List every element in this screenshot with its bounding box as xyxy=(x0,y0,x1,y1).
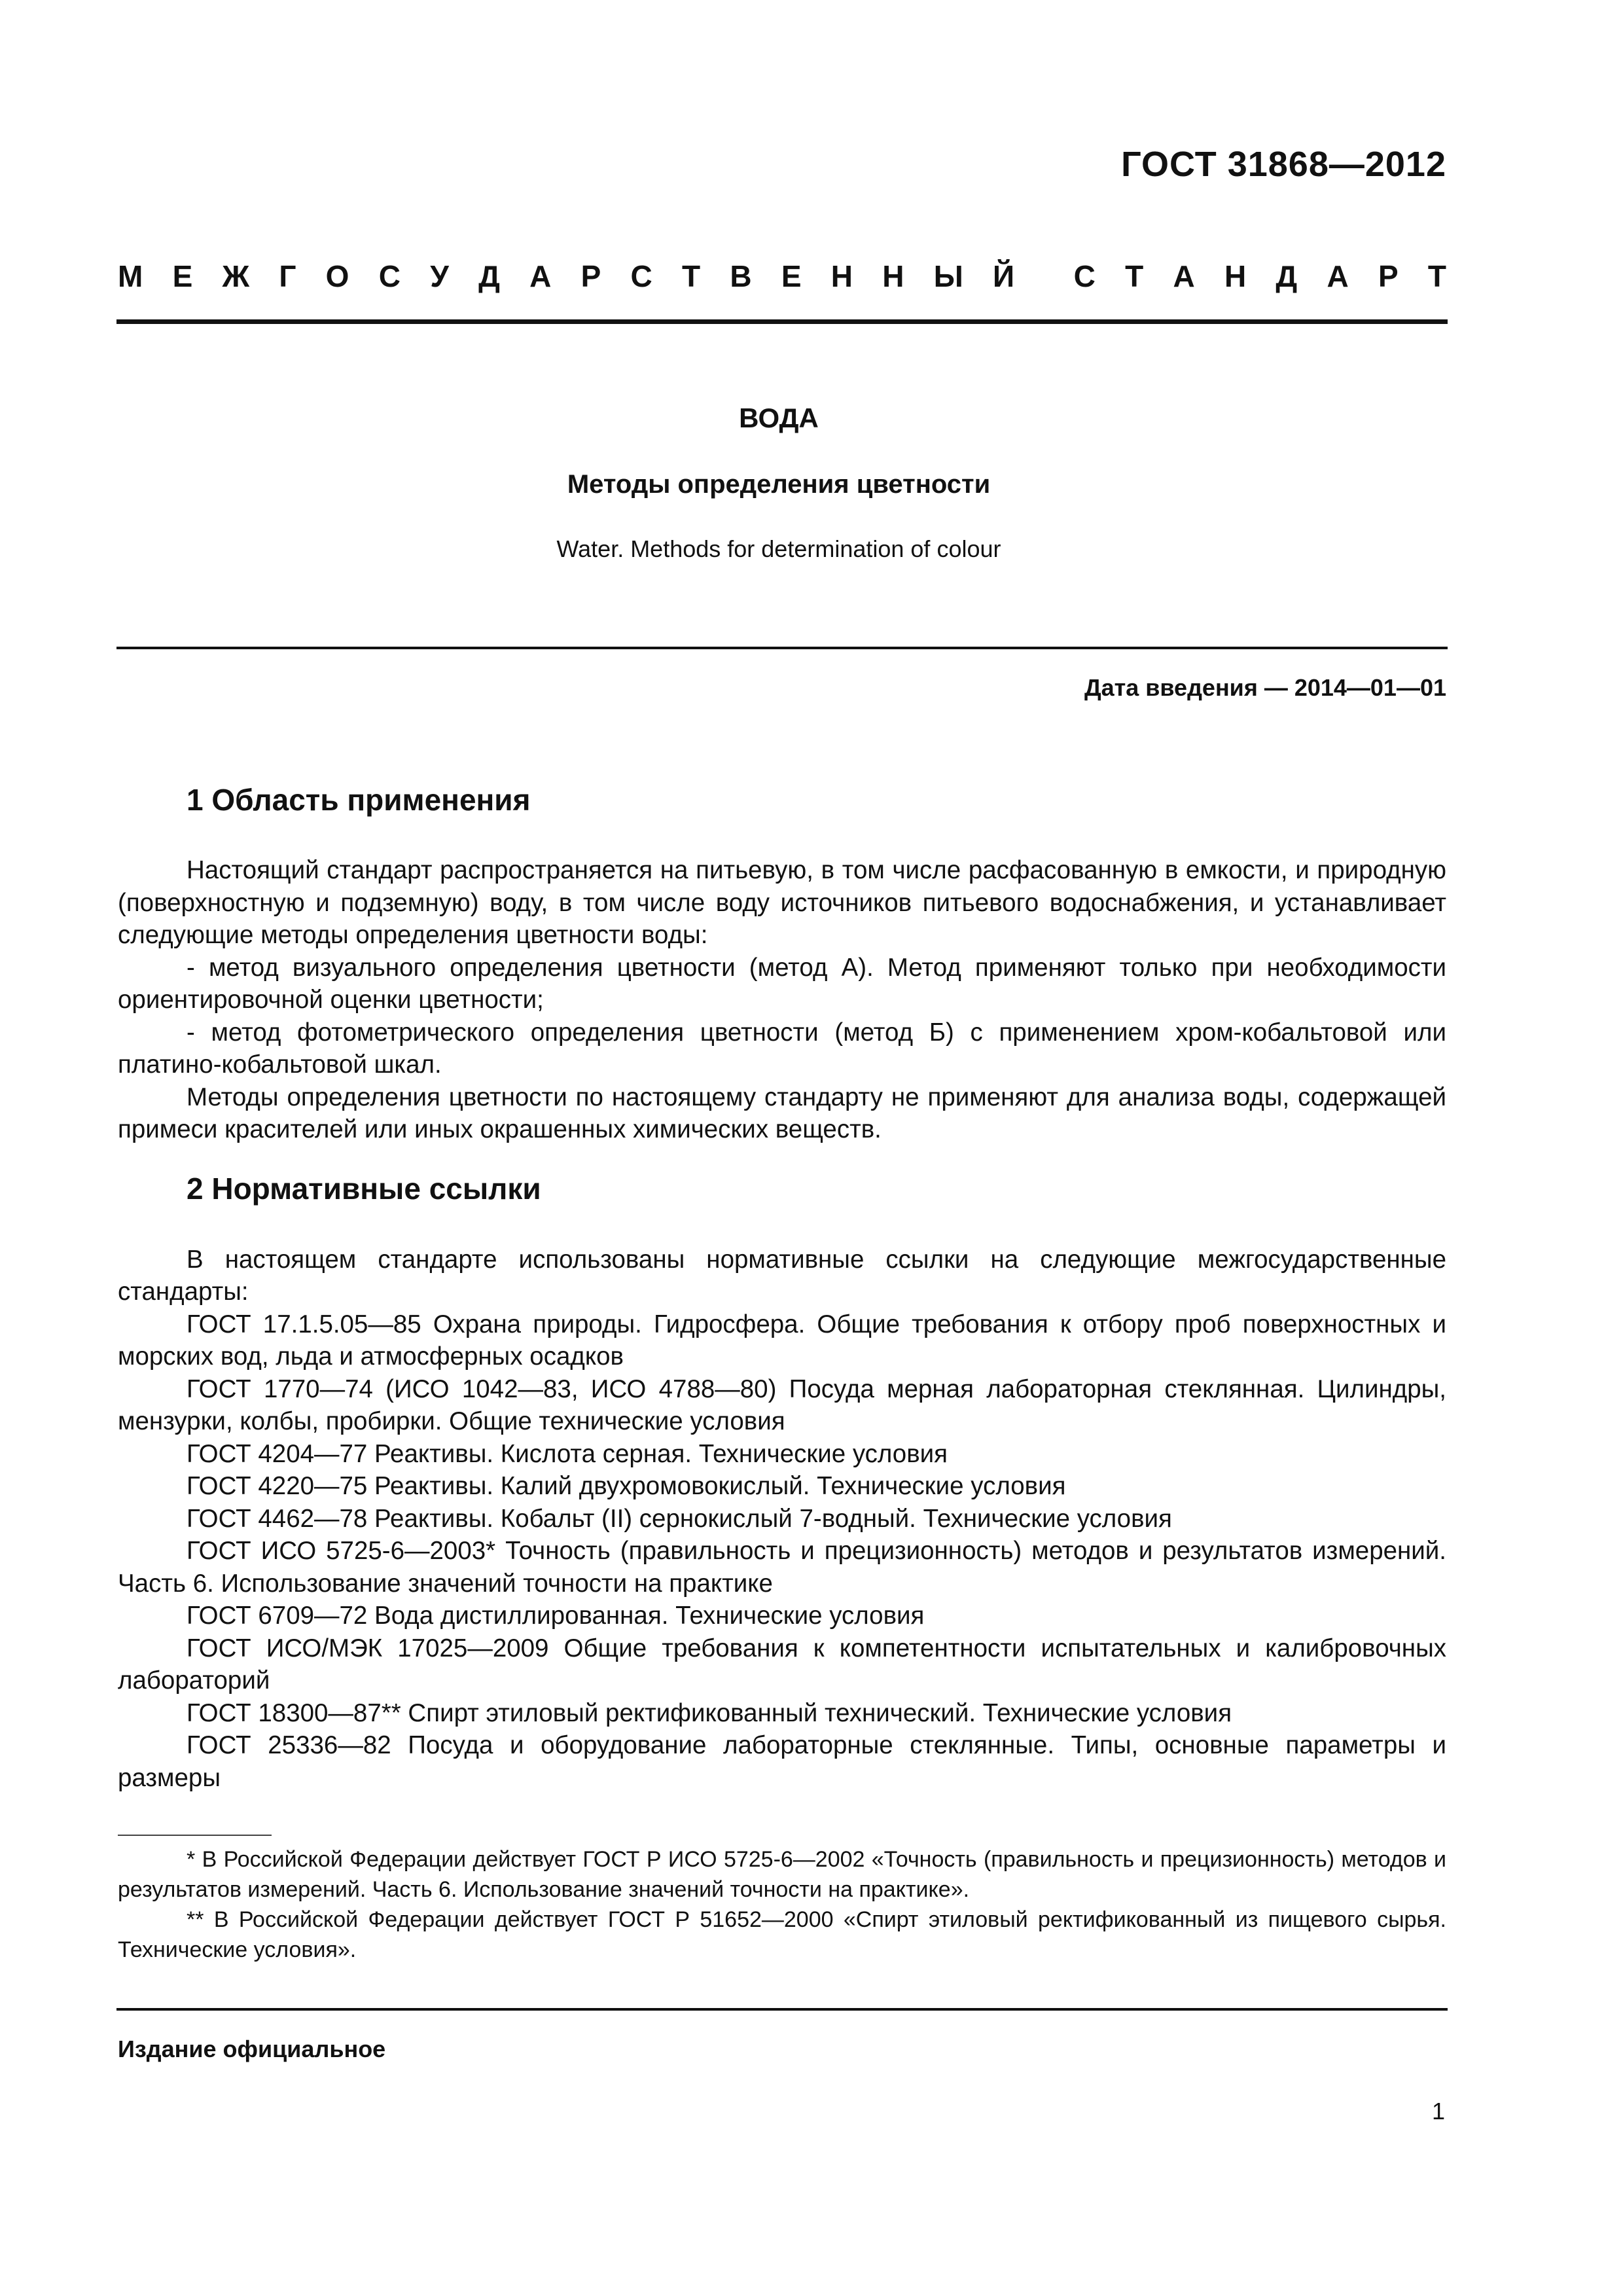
standard-kind-letter: Р xyxy=(1378,259,1399,293)
title-divider xyxy=(116,647,1448,649)
section-paragraph: В настоящем стандарте использованы нормативные ссылки на следующие межгосударственные стандарты: xyxy=(118,1245,1446,1306)
introduction-date: Дата введения — 2014—01—01 xyxy=(1084,674,1446,701)
standard-kind-letter: Н xyxy=(1224,259,1247,293)
section-paragraph: Методы определения цветности по настоящему стандарту не применяют для анализа воды, содержащей примеси красителей или иных окрашенных химических веществ. xyxy=(118,1083,1446,1144)
standard-kind-letter: Д xyxy=(478,259,500,293)
standard-kind-letter: Т xyxy=(682,259,701,293)
standard-kind-letter: С xyxy=(378,259,401,293)
standard-kind-letter: Т xyxy=(1125,259,1144,293)
reference-item: ГОСТ 17.1.5.05—85 Охрана природы. Гидросфера. Общие требования к отбору проб поверхностных и морских вод, льда и атмосферных осадков xyxy=(118,1310,1446,1371)
standard-kind-letter: Е xyxy=(172,259,193,293)
header-divider xyxy=(116,319,1448,324)
document-title: ВОДА xyxy=(739,403,819,433)
standard-kind-letter: Н xyxy=(830,259,853,293)
section-paragraph: - метод фотометрического определения цветности (метод Б) с применением хром-кобальтовой или платино-кобальтовой шкал. xyxy=(118,1018,1446,1079)
reference-item: ГОСТ 1770—74 (ИСО 1042—83, ИСО 4788—80) Посуда мерная лабораторная стеклянная. Цилиндры, мензурки, колбы, пробирки. Общие технические условия xyxy=(118,1374,1446,1436)
standard-kind-letter: С xyxy=(630,259,652,293)
page-number: 1 xyxy=(1431,2098,1445,2125)
standard-kind-letter: М xyxy=(118,259,143,293)
standard-kind-letter: А xyxy=(1327,259,1349,293)
reference-item: ГОСТ 4462—78 Реактивы. Кобальт (II) сернокислый 7-водный. Технические условия xyxy=(187,1504,1172,1533)
section-heading: 1 Область применения xyxy=(187,783,531,817)
footer-divider xyxy=(116,2008,1448,2011)
footnotes xyxy=(118,1844,1446,1965)
section-heading: 2 Нормативные ссылки xyxy=(187,1171,541,1206)
edition-label: Издание официальное xyxy=(118,2036,386,2062)
reference-item: ГОСТ 6709—72 Вода дистиллированная. Технические условия xyxy=(187,1602,925,1630)
standard-kind-letter: Г xyxy=(279,259,296,293)
reference-item: ГОСТ ИСО 5725-6—2003* Точность (правильность и прецизионность) методов и результатов измерений. Часть 6. Использование значений точности на практике xyxy=(118,1537,1446,1598)
section-paragraph: - метод визуального определения цветности (метод А). Метод применяют только при необходимости ориентировочной оценки цветности; xyxy=(118,953,1446,1014)
reference-item: ГОСТ 4204—77 Реактивы. Кислота серная. Технические условия xyxy=(187,1439,948,1468)
section-paragraph: Настоящий стандарт распространяется на питьевую, в том числе расфасованную в емкости, и природную (поверхностную и подземную) воду, в том числе воду источников питьевого водоснабжения, и устанавливает следующие методы определения цветности воды: xyxy=(118,856,1446,950)
standard-kind-letter: Ж xyxy=(222,259,250,293)
standard-kind-letter: Р xyxy=(580,259,601,293)
document-body xyxy=(118,782,1446,1794)
reference-item: ГОСТ 4220—75 Реактивы. Калий двухромовокислый. Технические условия xyxy=(187,1472,1066,1501)
standard-kind-letter: У xyxy=(430,259,449,293)
standard-kind-letter: С xyxy=(1073,259,1096,293)
standard-kind-heading xyxy=(118,259,1446,294)
standard-kind-letter: Й xyxy=(993,259,1015,293)
standard-kind-letter: В xyxy=(730,259,752,293)
reference-item: ГОСТ 18300—87** Спирт этиловый ректификованный технический. Технические условия xyxy=(187,1698,1232,1727)
standard-kind-letter: Н xyxy=(882,259,904,293)
standard-kind-letter: Т xyxy=(1427,259,1446,293)
footnote-divider xyxy=(118,1835,272,1836)
standard-kind-letter: Д xyxy=(1275,259,1298,293)
document-number: ГОСТ 31868—2012 xyxy=(1121,145,1446,184)
standard-kind-letter: Ы xyxy=(933,259,963,293)
reference-item: ГОСТ 25336—82 Посуда и оборудование лабораторные стеклянные. Типы, основные параметры и размеры xyxy=(118,1731,1446,1792)
standard-kind-letter: А xyxy=(529,259,552,293)
document-subtitle: Методы определения цветности xyxy=(567,470,991,499)
footnote: ** В Российской Федерации действует ГОСТ Р 51652—2000 «Спирт этиловый ректификованный из пищевого сырья. Технические условия». xyxy=(118,1907,1446,1962)
footnote: * В Российской Федерации действует ГОСТ Р ИСО 5725-6—2002 «Точность (правильность и прецизионность) методов и результатов измерений. Часть 6. Использование значений точности на практике». xyxy=(118,1847,1446,1902)
standard-kind-letter: А xyxy=(1173,259,1195,293)
standard-kind-letter: О xyxy=(325,259,349,293)
reference-item: ГОСТ ИСО/МЭК 17025—2009 Общие требования к компетентности испытательных и калибровочных лабораторий xyxy=(118,1634,1446,1695)
standard-kind-letter: Е xyxy=(781,259,802,293)
document-title-english: Water. Methods for determination of colour xyxy=(556,535,1001,562)
